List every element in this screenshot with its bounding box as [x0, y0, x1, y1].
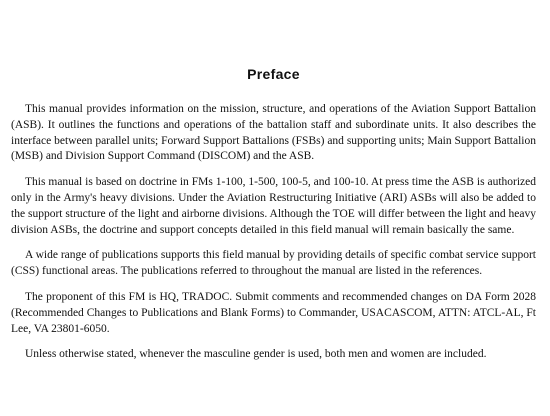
paragraph-publications: A wide range of publications supports this field manual by providing details of specific combat service support (CSS) functional areas. The publications referred to throughout the manual are listed in the references. — [11, 249, 536, 278]
paragraph-mission: This manual provides information on the mission, structure, and operations of the Aviation Support Battalion (ASB). It outlines the functions and operations of the battalion staff and subordinate units. It also describes the interface between parallel units; Forward Support Battalions (FSBs) and supporting units; Main Support Battalion (MSB) and Division Support Command (DISCOM) and the ASB. — [11, 103, 536, 163]
page-title: Preface — [247, 66, 300, 82]
paragraph-gender: Unless otherwise stated, whenever the masculine gender is used, both men and women are included. — [25, 348, 487, 361]
paragraph-proponent: The proponent of this FM is HQ, TRADOC. Submit comments and recommended changes on DA Form 2028 (Recommended Changes to Publications and Blank Forms) to Commander, USACASCOM, ATTN: ATCL-AL, Ft Lee, VA 23801-6050. — [11, 290, 536, 335]
paragraph-doctrine: This manual is based on doctrine in FMs 1-100, 1-500, 100-5, and 100-10. At press time the ASB is authorized only in the Army's heavy divisions. Under the Aviation Restructuring Initiative (ARI) ASBs will also be added to the support structure of the light and airborne divisions. Although the TOE will differ between the light and heavy division ASBs, the doctrine and support concepts detailed in this field manual will remain basically the same. — [11, 176, 536, 236]
